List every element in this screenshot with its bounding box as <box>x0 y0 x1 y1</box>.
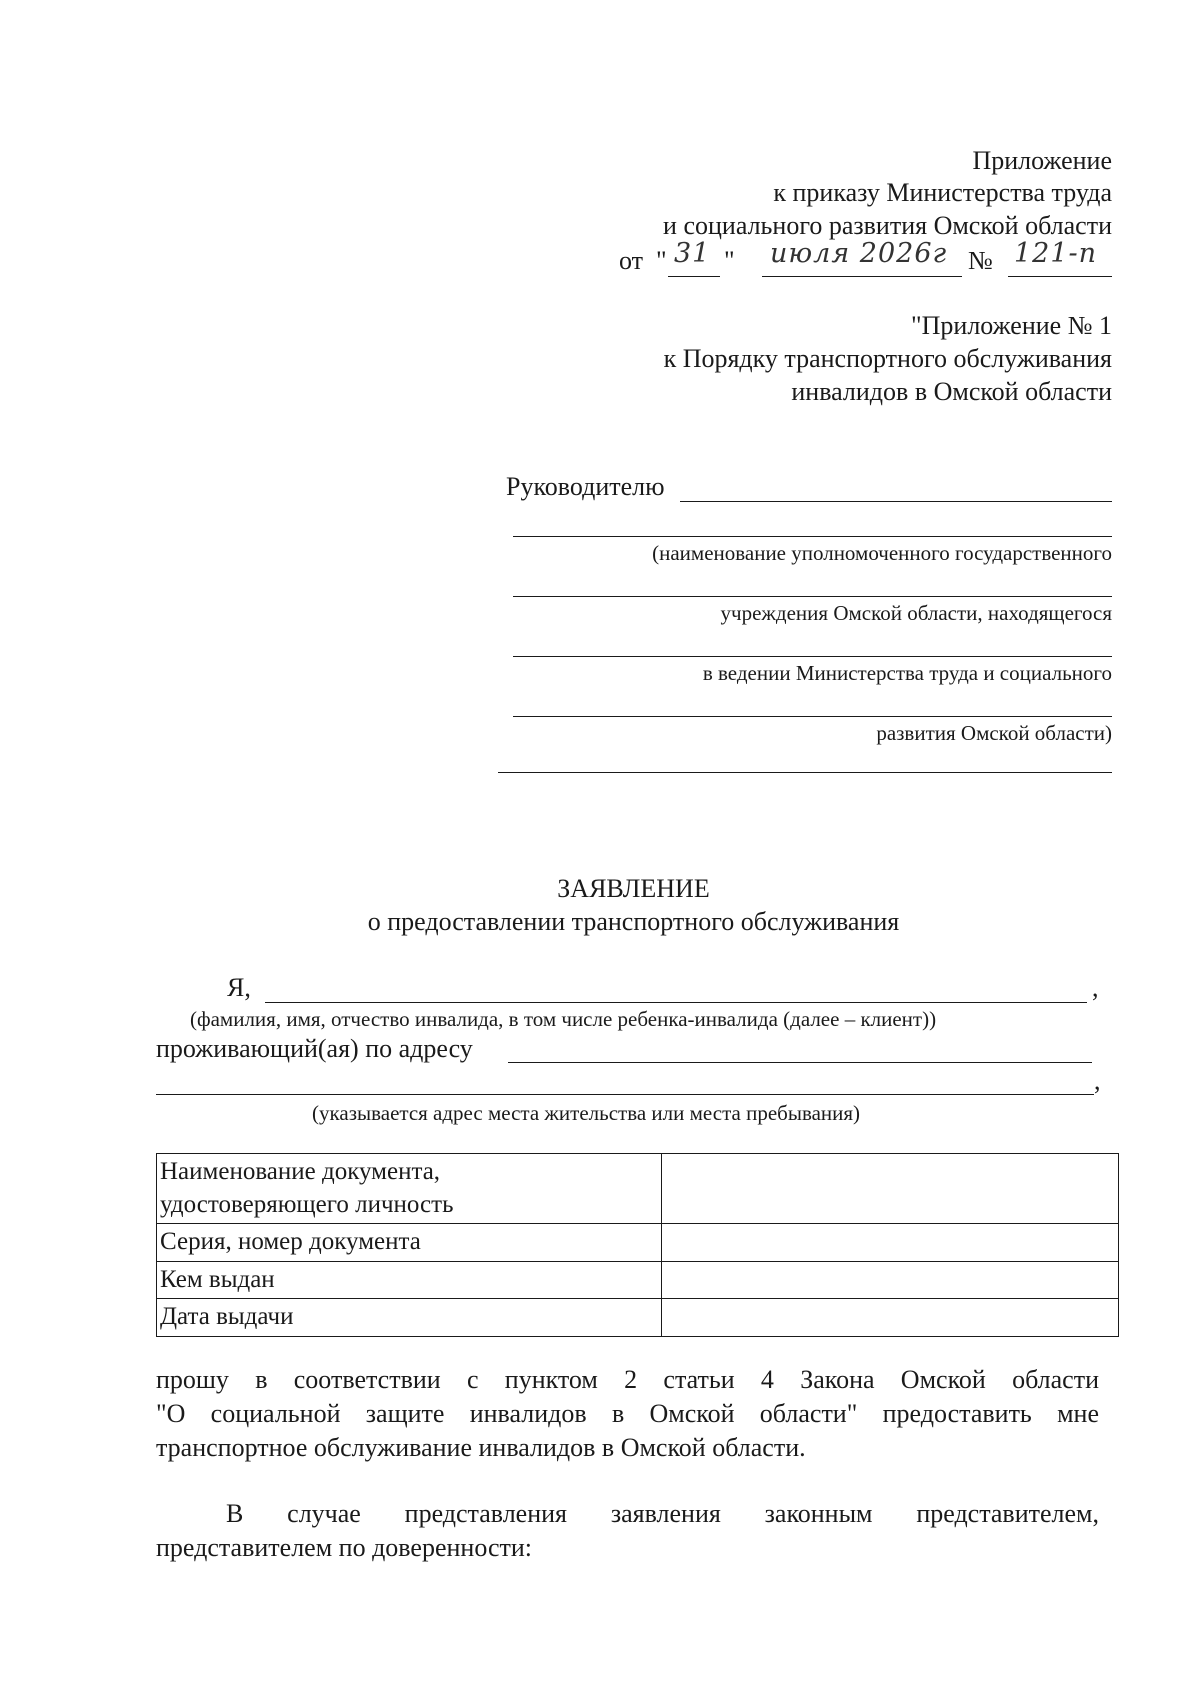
issue-date-label: Дата выдачи <box>157 1299 662 1337</box>
representative-line-1: В случае представления заявления законным представителем, <box>226 1499 1099 1528</box>
date-month-underline <box>762 276 962 277</box>
identity-document-table <box>156 1153 1119 1337</box>
header-appendix-title: Приложение <box>972 146 1112 175</box>
annex-title: "Приложение № 1 <box>911 311 1112 340</box>
address-hint: (указывается адрес места жительства или места пребывания) <box>312 1101 861 1125</box>
addressee-hint-4: развития Омской области) <box>876 721 1112 745</box>
addressee-hint-2: учреждения Омской области, находящегося <box>720 601 1112 625</box>
address-line-1[interactable] <box>508 1062 1092 1063</box>
date-month-handwritten: июля 2026г <box>770 238 948 269</box>
document-subtitle: о предоставлении транспортного обслуживания <box>367 907 900 936</box>
table-row <box>157 1154 1119 1224</box>
document-name-value[interactable] <box>662 1154 1119 1224</box>
representative-line-2: представителем по доверенности: <box>156 1533 533 1562</box>
issued-by-label: Кем выдан <box>157 1261 662 1299</box>
addressee-line-5[interactable] <box>513 716 1112 717</box>
series-number-label: Серия, номер документа <box>157 1224 662 1262</box>
table-row <box>157 1224 1119 1262</box>
address-line-2[interactable] <box>156 1094 1094 1095</box>
addressee-line-6[interactable] <box>498 772 1112 773</box>
order-number-underline <box>1008 276 1112 277</box>
table-row <box>157 1299 1119 1337</box>
addressee-line-3[interactable] <box>513 596 1112 597</box>
table-cell-label <box>157 1154 662 1224</box>
request-line-2: "О социальной защите инвалидов в Омской области" предоставить мне <box>156 1399 1099 1428</box>
addressee-line-2[interactable] <box>513 536 1112 537</box>
request-line-1: прошу в соответствии с пунктом 2 статьи 4 Закона Омской области <box>156 1365 1099 1394</box>
document-title: ЗАЯВЛЕНИЕ <box>557 874 710 903</box>
header-order-ref: к приказу Министерства труда <box>773 178 1112 207</box>
annex-procedure: к Порядку транспортного обслуживания <box>663 344 1112 373</box>
date-quote-close: " <box>724 246 735 275</box>
annex-region: инвалидов в Омской области <box>791 377 1112 406</box>
issue-date-value[interactable] <box>662 1299 1119 1337</box>
document-name-label-2: удостоверяющего личность <box>160 1190 454 1218</box>
document-name-label-1: Наименование документа, <box>160 1158 441 1185</box>
applicant-name-hint: (фамилия, имя, отчество инвалида, в том числе ребенка-инвалида (далее – клиент)) <box>190 1007 937 1031</box>
order-number-handwritten: 121-п <box>1014 238 1098 269</box>
table-row <box>157 1261 1119 1299</box>
applicant-name-comma: , <box>1092 973 1099 1002</box>
date-day-handwritten: 31 <box>674 238 711 269</box>
addressee-hint-3: в ведении Министерства труда и социального <box>702 661 1112 685</box>
number-sign: № <box>968 246 993 275</box>
applicant-i-label: Я, <box>227 973 251 1002</box>
address-comma: , <box>1094 1066 1101 1095</box>
date-quote-open: " <box>656 246 667 275</box>
addressee-field-line[interactable] <box>680 501 1112 502</box>
addressee-line-4[interactable] <box>513 656 1112 657</box>
addressee-label: Руководителю <box>506 472 665 501</box>
date-prefix: от <box>619 246 644 275</box>
date-day-underline <box>668 276 720 277</box>
header-ministry: и социального развития Омской области <box>663 211 1112 240</box>
applicant-name-line[interactable] <box>265 1002 1087 1003</box>
issued-by-value[interactable] <box>662 1261 1119 1299</box>
series-number-value[interactable] <box>662 1224 1119 1262</box>
request-line-3: транспортное обслуживание инвалидов в Омской области. <box>156 1433 806 1462</box>
addressee-hint-1: (наименование уполномоченного государственного <box>652 541 1112 565</box>
address-label: проживающий(ая) по адресу <box>156 1034 473 1063</box>
